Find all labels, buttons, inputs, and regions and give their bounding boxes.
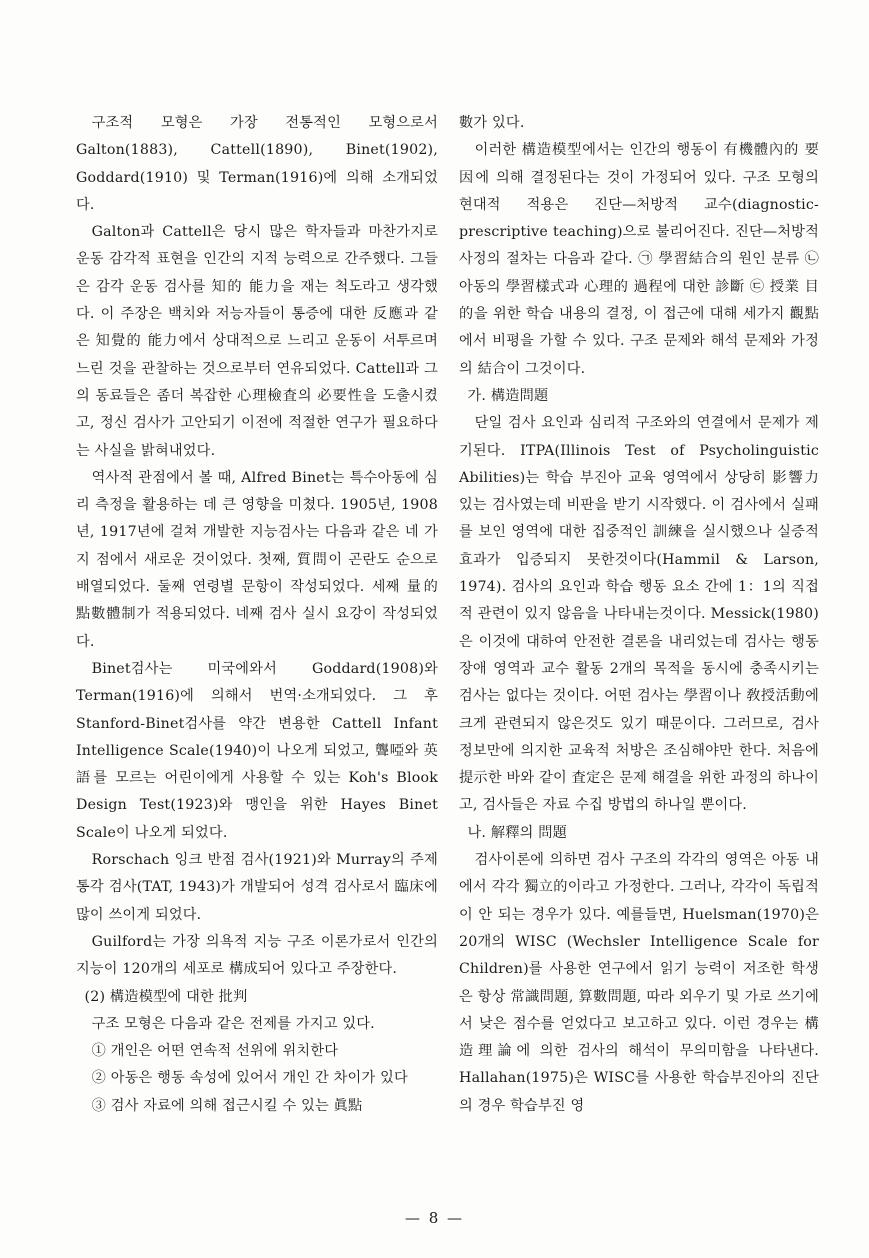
left-column bbox=[76, 110, 438, 1120]
paragraph: 이러한 構造模型에서는 인간의 행동이 有機體內的 要因에 의해 결정된다는 것이 가정되어 있다. 구조 모형의 현대적 적용은 진단—처방적 교수(diagnostic-prescriptive teaching)으로 불리어진다. 진단—처방적 사정의 절차는 다음과 같다. ㉠ 學習結合의 원인 분류 ㉡ 아동의 學習樣式과 心理的 過程에 대한 診斷 ㉢ 授業 目的을 위한 학습 내용의 결정, 이 접근에 대해 세가지 觀點에서 비평을 가할 수 있다. 구조 문제와 해석 문제와 가정의 結合이 그것이다. bbox=[459, 142, 819, 377]
list-item: ① 개인은 어떤 연속적 선위에 위치한다 bbox=[91, 1043, 339, 1060]
paragraph-continuation: 數가 있다. bbox=[459, 115, 525, 131]
page-number: — 8 — bbox=[404, 1209, 465, 1227]
paragraph: Guilford는 가장 의욕적 지능 구조 이론가로서 인간의 지능이 120개의 세포로 構成되어 있다고 주장한다. bbox=[76, 933, 438, 978]
paragraph: 단일 검사 요인과 심리적 구조와의 연결에서 문제가 제기된다. ITPA(Illinois Test of Psycholinguistic Abilities)는 학습 부진아 교육 영역에서 상당히 影響力 있는 검사였는데 비판을 받기 시작했다. 이 검사에서 실패를 보인 영역에 대한 집중적인 訓練을 실시했으나 실증적 효과가 입증되지 못한것이다(Hammil & Larson, 1974). 검사의 요인과 학습 행동 요소 간에 1：1의 직접적 관련이 있지 않음을 나타내는것이다. Messick(1980)은 이것에 대하여 안전한 결론을 내리었는데 검사는 행동 장애 영역과 교수 활동 2개의 목적을 동시에 충족시키는 검사는 없다는 것이다. 어떤 검사는 學習이나 敎授活動에 크게 관련되지 않은것도 있기 때문이다. 그러므로, 검사 정보만에 의지한 교육적 처방은 조심해야만 한다. 처음에 提示한 바와 같이 査定은 문제 해결을 위한 과정의 하나이고, 검사들은 자료 수집 방법의 하나일 뿐이다. bbox=[459, 415, 819, 814]
section-heading: (2) 構造模型에 대한 批判 bbox=[84, 988, 248, 1005]
paragraph: 검사이론에 의하면 검사 구조의 각각의 영역은 아동 내에서 각각 獨立的이라고 가정한다. 그러나, 각각이 독립적이 안 되는 경우가 있다. 예를들면, Huelsman(1970)은 20개의 WISC (Wechsler Intelligence Scale for Children)를 사용한 연구에서 읽기 능력이 저조한 학생은 항상 常識問題, 算數問題, 따라 외우기 및 가로 쓰기에서 낮은 점수를 얻었다고 보고하고 있다. 이런 경우는 構造理論에 의한 검사의 해석이 무의미함을 나타낸다. Hallahan(1975)은 WISC를 사용한 학습부진아의 진단의 경우 학습부진 영 bbox=[459, 852, 819, 1114]
paragraph: Rorschach 잉크 반점 검사(1921)와 Murray의 주제 통각 검사(TAT, 1943)가 개발되어 성격 검사로서 臨床에 많이 쓰이게 되었다. bbox=[76, 852, 438, 923]
paragraph: Galton과 Cattell은 당시 많은 학자들과 마찬가지로 운동 감각적 표현을 인간의 지적 능력으로 간주했다. 그들은 감각 운동 검사를 知的 能力을 재는 척도라고 생각했다. 이 주장은 백치와 저능자들이 통증에 대한 反應과 같은 知覺的 能力에서 상대적으로 느리고 운동이 서투르며 느린 것을 관찰하는 것으로부터 연유되었다. Cattell과 그의 동료들은 좀더 복잡한 心理檢査의 必要性을 도출시켰고, 정신 검사가 고안되기 이전에 적절한 연구가 필요하다는 사실을 밝혀내었다. bbox=[76, 224, 438, 459]
paragraph: 구조적 모형은 가장 전통적인 모형으로서 Galton(1883), Cattell(1890), Binet(1902), Goddard(1910) 및 Terman(1916)에 의해 소개되었다. bbox=[76, 115, 438, 213]
list-item: ③ 검사 자료에 의해 접근시킬 수 있는 眞點 bbox=[91, 1097, 363, 1114]
right-column bbox=[459, 110, 819, 1120]
paragraph: Binet검사는 미국에와서 Goddard(1908)와 Terman(1916)에 의해서 번역·소개되었다. 그 후 Stanford-Binet검사를 약간 변용한 Cattell Infant Intelligence Scale(1940)이 나오게 되었고, 聾啞와 英語를 모르는 어린이에게 사용할 수 있는 Koh's Blook Design Test(1923)와 맹인을 위한 Hayes Binet Scale이 나오게 되었다. bbox=[76, 660, 438, 841]
list-item: ② 아동은 행동 속성에 있어서 개인 간 차이가 있다 bbox=[91, 1070, 408, 1087]
paragraph: 구조 모형은 다음과 같은 전제를 가지고 있다. bbox=[91, 1015, 375, 1032]
paragraph: 역사적 관점에서 볼 때, Alfred Binet는 특수아동에 심리 측정을 활용하는 데 큰 영향을 미쳤다. 1905년, 1908년, 1917년에 걸쳐 개발한 지능검사는 다음과 같은 네 가지 점에서 새로운 것이었다. 첫째, 質問이 곤란도 순으로 배열되었다. 둘째 연령별 문항이 작성되었다. 세째 量的 點數體制가 적용되었다. 네째 검사 실시 요강이 작성되었다. bbox=[76, 469, 438, 650]
section-heading: 가. 構造問題 bbox=[467, 387, 549, 404]
section-heading: 나. 解釋의 問題 bbox=[467, 824, 568, 841]
